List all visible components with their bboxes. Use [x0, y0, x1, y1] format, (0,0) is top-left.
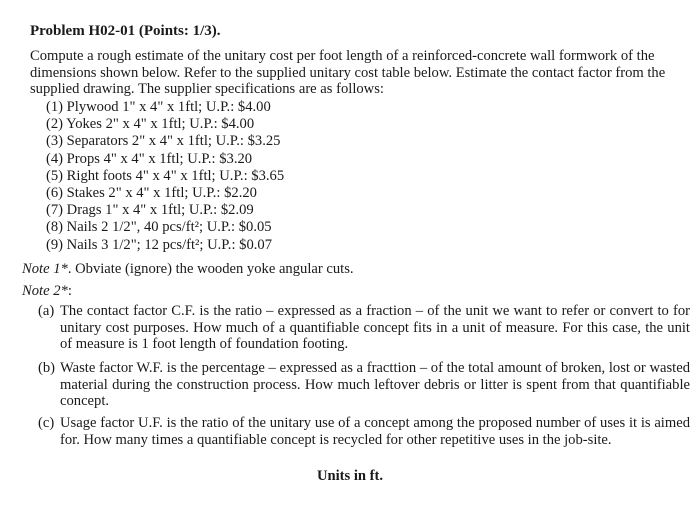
- spec-item: (6) Stakes 2" x 4" x 1ftl; U.P.: $2.20: [46, 184, 257, 201]
- note-2-item-usage-factor: [38, 415, 690, 448]
- note-2-item-contact-factor: [38, 303, 690, 353]
- note-2-heading: [22, 283, 72, 300]
- units-caption: Units in ft.: [316, 468, 384, 484]
- note-2-item-text: Usage factor U.F. is the ratio of the unitary use of a concept among the proposed number of uses it is aimed for. How many times a quantifiable concept is recycled for other repetitive uses in the job-site.: [60, 415, 690, 448]
- spec-item: (1) Plywood 1" x 4" x 1ftl; U.P.: $4.00: [46, 99, 271, 115]
- note-2-item-text: Waste factor W.F. is the percentage – expressed as a fracttion – of the total amount of broken, lost or wasted material during the construction process. How much leftover debris or litter is spent from that quantifiable concept.: [60, 360, 690, 410]
- note-1-label: Note 1*: [22, 261, 68, 277]
- spec-item: (2) Yokes 2" x 4" x 1ftl; U.P.: $4.00: [46, 116, 255, 133]
- spec-item: (7) Drags 1" x 4" x 1ftl; U.P.: $2.09: [46, 202, 254, 219]
- note-2-item-label: (c): [38, 415, 55, 431]
- note-2-item-text: The contact factor C.F. is the ratio – expressed as a fraction – of the unit we want to refer or convert to for unitary cost purposes. How much of a quantifiable concept fits in a unit of measure. For this case, the unit of measure is 1 foot length of foundation footing.: [60, 303, 690, 353]
- note-2-colon: :: [67, 283, 72, 299]
- spec-item: (5) Right foots 4" x 4" x 1ftl; U.P.: $3.65: [46, 167, 285, 184]
- spec-item: (4) Props 4" x 4" x 1ftl; U.P.: $3.20: [46, 150, 253, 167]
- problem-intro: Compute a rough estimate of the unitary cost per foot length of a reinforced-concrete wall formwork of the dimensions shown below. Refer to the supplied unitary cost table below. Estimate the contact factor from the supplied drawing. The supplier specifications are as follows:: [30, 48, 666, 98]
- note-2-item-waste-factor: [38, 360, 690, 410]
- spec-item: (3) Separators 2" x 4" x 1ftl; U.P.: $3.25: [46, 133, 281, 150]
- supplier-spec-list: [46, 99, 284, 254]
- note-2-item-label: (a): [38, 303, 55, 319]
- problem-title: Problem H02-01 (Points: 1/3).: [30, 23, 221, 39]
- note-1: [22, 261, 354, 278]
- spec-item: (8) Nails 2 1/2", 40 pcs/ft²; U.P.: $0.05: [46, 219, 272, 236]
- note-1-text: . Obviate (ignore) the wooden yoke angular cuts.: [67, 261, 354, 277]
- spec-item: (9) Nails 3 1/2"; 12 pcs/ft²; U.P.: $0.07: [46, 236, 272, 253]
- note-2-item-label: (b): [38, 360, 56, 376]
- note-2-label: Note 2*: [22, 283, 68, 299]
